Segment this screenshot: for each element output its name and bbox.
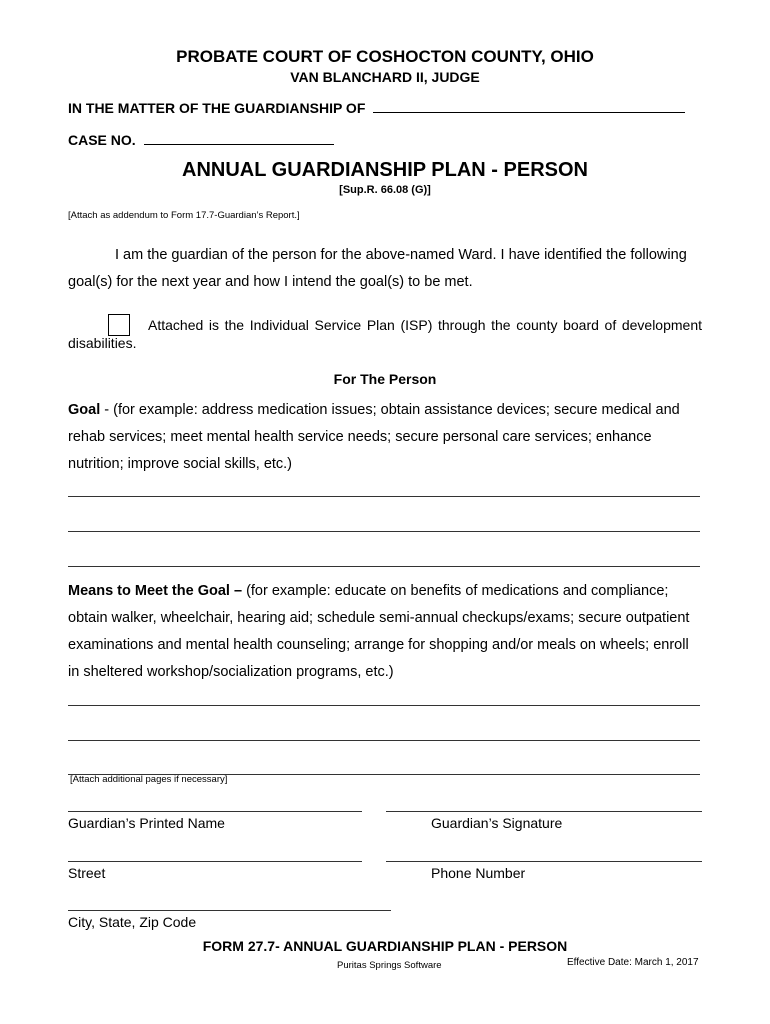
street-label: Street xyxy=(68,865,106,881)
section-heading: For The Person xyxy=(333,371,437,387)
attach-note: [Attach as addendum to Form 17.7-Guardian’s Report.] xyxy=(68,210,300,221)
city-state-zip-label: City, State, Zip Code xyxy=(68,914,197,930)
means-examples: (for example: educate on benefits of medications and compliance; obtain walker, wheelchair, hearing aid; schedule semi-annual checkups/exams; secure outpatient examinations and mental health counseling; arrange for shopping and/or meals on wheels; enroll in sheltered workshop/socialization programs, etc.) xyxy=(68,583,690,680)
phone-label: Phone Number xyxy=(431,865,526,881)
means-label: Means to Meet the Goal – xyxy=(68,583,243,599)
means-line-1[interactable] xyxy=(68,705,700,706)
guardianship-of-label: IN THE MATTER OF THE GUARDIANSHIP OF xyxy=(68,100,366,116)
form-title: ANNUAL GUARDIANSHIP PLAN - PERSON xyxy=(182,159,588,181)
effective-date: Effective Date: March 1, 2017 xyxy=(567,957,699,968)
ward-name-field[interactable] xyxy=(373,99,685,113)
isp-statement: Attached is the Individual Service Plan (ISP) through the county board of development disabilities. xyxy=(68,317,702,351)
goal-line-2[interactable] xyxy=(68,531,700,532)
goal-examples: - (for example: address medication issues; obtain assistance devices; secure medical and rehab services; meet mental health service needs; secure personal care services; enhance nutrition; improve social skills, etc.) xyxy=(68,402,680,472)
case-number-label: CASE NO. xyxy=(68,132,136,148)
city-state-zip-line[interactable] xyxy=(68,910,391,911)
signature-line[interactable] xyxy=(386,811,702,812)
phone-line[interactable] xyxy=(386,861,702,862)
form-footer-title: FORM 27.7- ANNUAL GUARDIANSHIP PLAN - PERSON xyxy=(202,938,568,954)
judge-name: VAN BLANCHARD II, JUDGE xyxy=(290,69,480,85)
case-number-row xyxy=(68,131,334,148)
software-credit: Puritas Springs Software xyxy=(337,960,442,971)
goal-description xyxy=(68,397,702,478)
printed-name-line[interactable] xyxy=(68,811,362,812)
court-name: PROBATE COURT OF COSHOCTON COUNTY, OHIO xyxy=(176,47,594,66)
means-description xyxy=(68,578,702,686)
rule-reference: [Sup.R. 66.08 (G)] xyxy=(339,184,431,196)
signature-label: Guardian’s Signature xyxy=(431,815,563,831)
intro-paragraph: I am the guardian of the person for the above-named Ward. I have identified the following goal(s) for the next year and how I intend the goal(s) to be met. xyxy=(68,247,687,290)
goal-label: Goal xyxy=(68,402,101,418)
goal-line-3[interactable] xyxy=(68,566,700,567)
guardianship-of-row xyxy=(68,99,685,116)
street-line[interactable] xyxy=(68,861,362,862)
case-number-field[interactable] xyxy=(144,131,334,145)
additional-pages-note: [Attach additional pages if necessary] xyxy=(70,774,228,785)
isp-checkbox[interactable] xyxy=(108,314,130,336)
means-line-2[interactable] xyxy=(68,740,700,741)
printed-name-label: Guardian’s Printed Name xyxy=(68,815,225,831)
goal-line-1[interactable] xyxy=(68,496,700,497)
